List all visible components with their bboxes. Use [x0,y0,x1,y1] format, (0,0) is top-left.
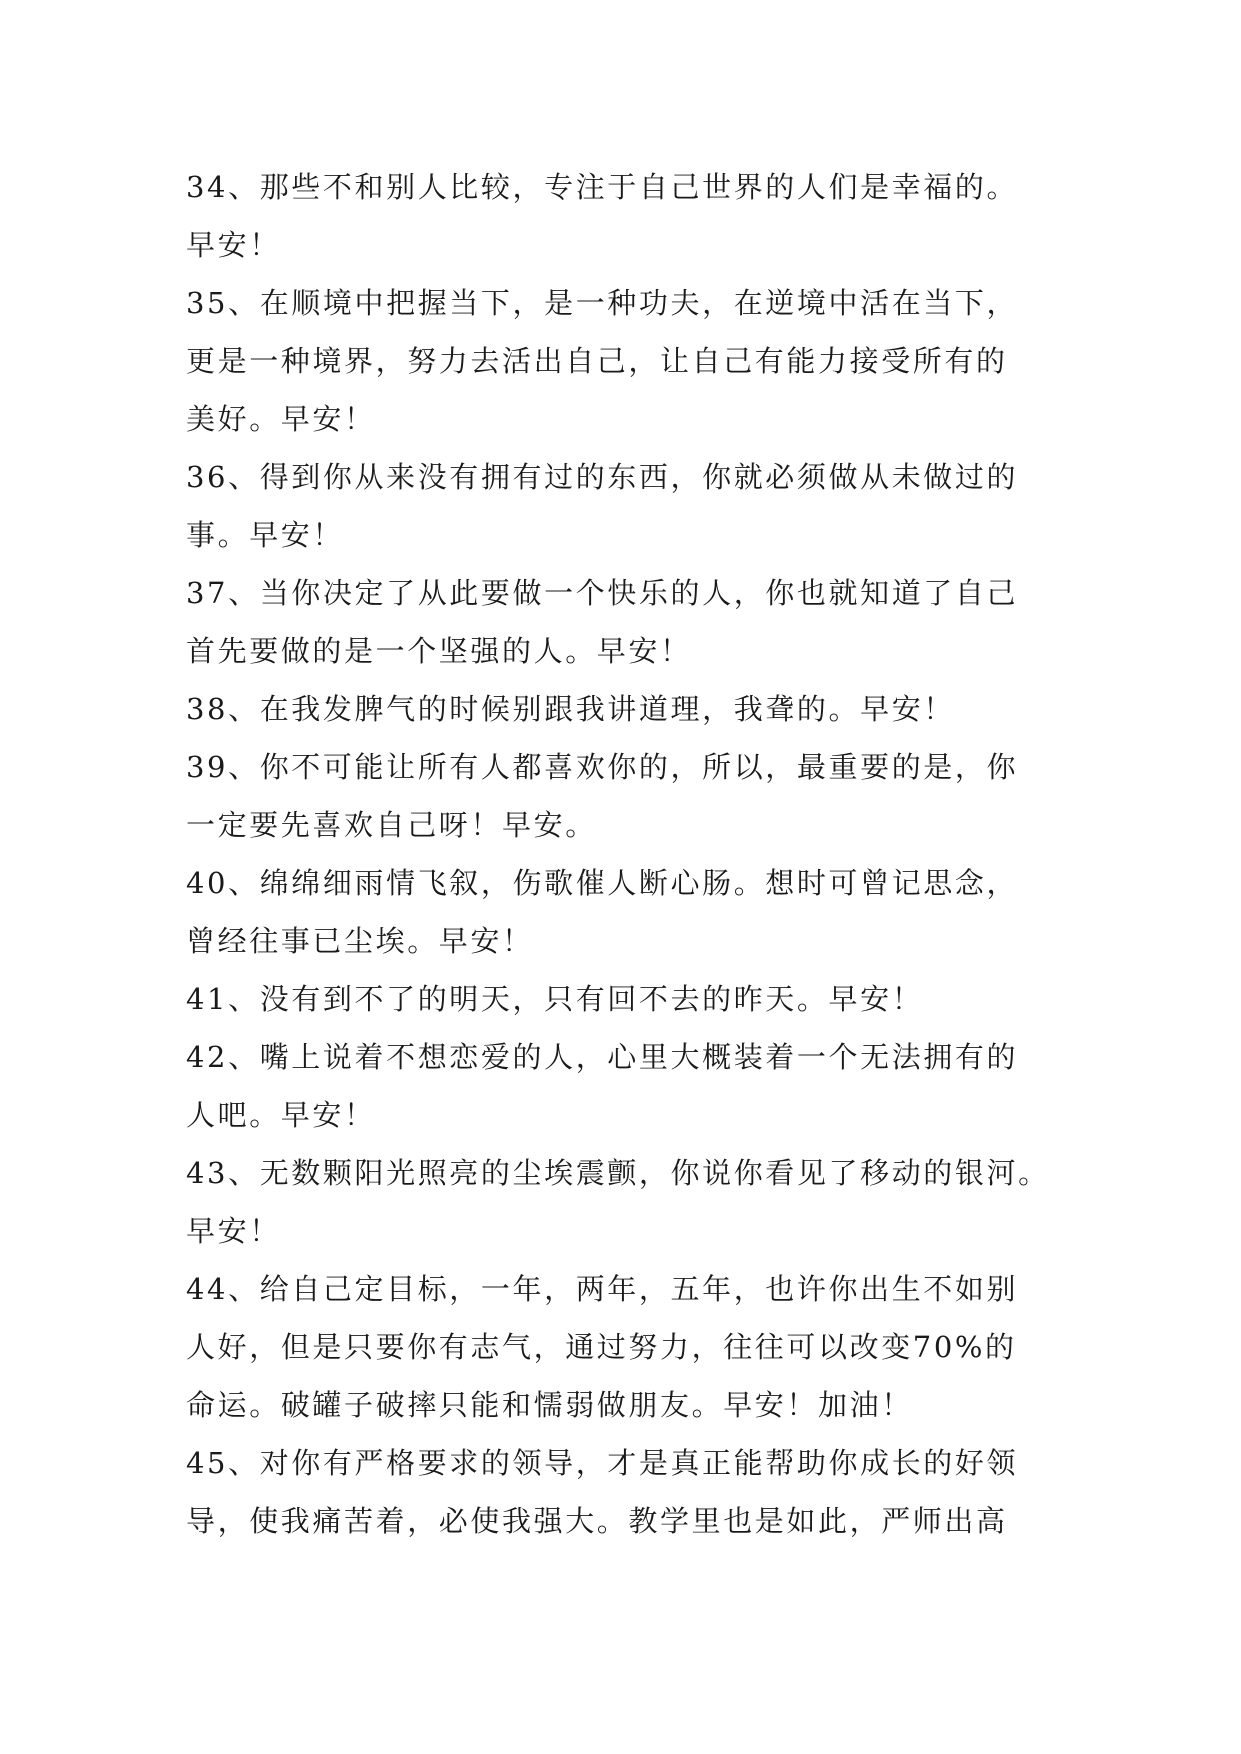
text-line: 39、你不可能让所有人都喜欢你的，所以，最重要的是，你 [186,750,1019,784]
text-line: 44、给自己定目标，一年，两年，五年，也许你出生不如别 [186,1272,1019,1306]
text-line: 更是一种境界，努力去活出自己，让自己有能力接受所有的 [186,344,1008,378]
text-line: 命运。破罐子破摔只能和懦弱做朋友。早安！加油！ [186,1388,913,1422]
text-line: 43、无数颗阳光照亮的尘埃震颤，你说你看见了移动的银河。 [186,1156,1050,1190]
text-line: 36、得到你从来没有拥有过的东西，你就必须做从未做过的 [186,460,1019,494]
text-line: 42、嘴上说着不想恋爱的人，心里大概装着一个无法拥有的 [186,1040,1019,1074]
document-body [186,158,1070,1550]
text-line: 40、绵绵细雨情飞叙，伤歌催人断心肠。想时可曾记思念， [186,866,1019,900]
text-line: 34、那些不和别人比较，专注于自己世界的人们是幸福的。 [186,170,1019,204]
text-line: 早安！ [186,1214,281,1248]
text-line: 45、对你有严格要求的领导，才是真正能帮助你成长的好领 [186,1446,1019,1480]
text-line: 37、当你决定了从此要做一个快乐的人，你也就知道了自己 [186,576,1019,610]
text-line: 人好，但是只要你有志气，通过努力，往往可以改变70%的 [186,1330,1017,1364]
text-line: 41、没有到不了的明天，只有回不去的昨天。早安！ [186,982,924,1016]
text-line: 导，使我痛苦着，必使我强大。教学里也是如此，严师出高 [186,1504,1008,1538]
text-line: 38、在我发脾气的时候别跟我讲道理，我聋的。早安！ [186,692,955,726]
text-line: 曾经往事已尘埃。早安！ [186,924,534,958]
text-line: 一定要先喜欢自己呀！早安。 [186,808,597,842]
text-line: 事。早安！ [186,518,345,552]
text-line: 早安！ [186,228,281,262]
text-line: 35、在顺境中把握当下，是一种功夫，在逆境中活在当下， [186,286,1019,320]
text-line: 美好。早安！ [186,402,376,436]
text-line: 人吧。早安！ [186,1098,376,1132]
text-line: 首先要做的是一个坚强的人。早安！ [186,634,692,668]
